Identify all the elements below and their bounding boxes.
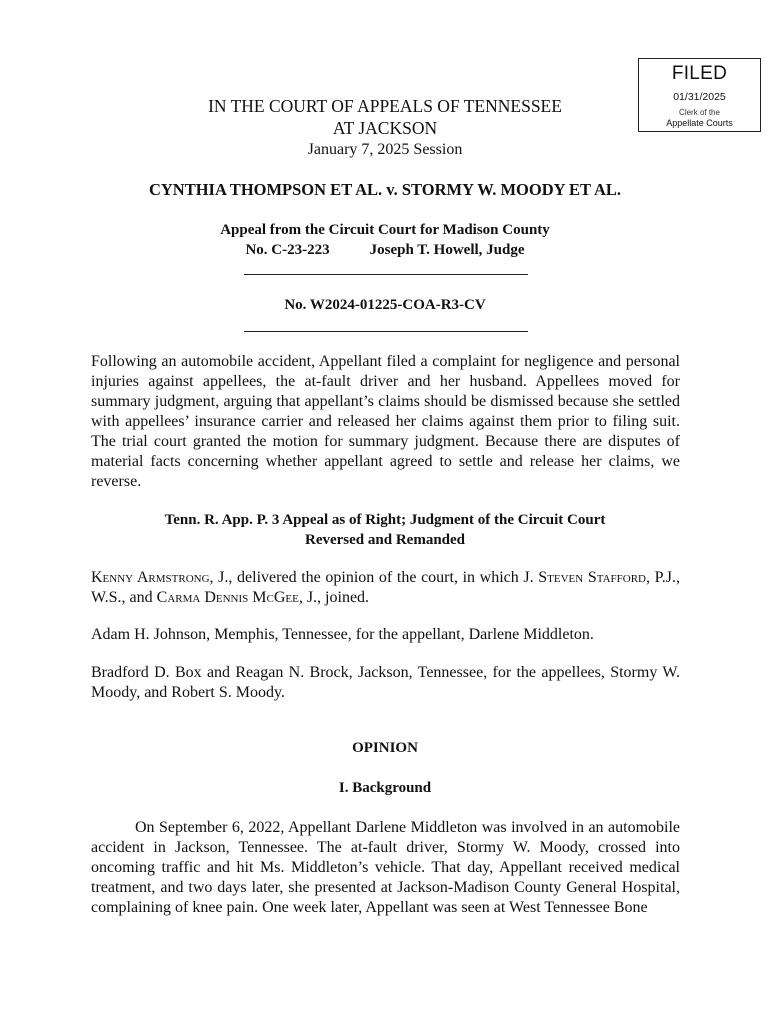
case-caption: CYNTHIA THOMPSON ET AL. v. STORMY W. MOODY ET AL. — [148, 180, 622, 199]
session-date: January 7, 2025 Session — [307, 141, 463, 158]
filed-date: 01/31/2025 — [673, 91, 726, 103]
author-text1: , J., delivered the opinion of the court, in which J. — [209, 569, 539, 586]
holding-line2: Reversed and Remanded — [305, 532, 465, 548]
author-text3: , J., joined. — [298, 589, 370, 606]
docket-number: No. W2024-01225-COA-R3-CV — [284, 297, 486, 313]
author-name: Kenny Armstrong — [91, 569, 210, 586]
appeal-info — [0, 220, 770, 260]
section-heading: I. Background — [338, 780, 432, 796]
appeal-from: Appeal from the Circuit Court for Madison County — [220, 222, 550, 238]
trial-number: No. C-23-223 — [245, 242, 330, 258]
counsel-appellant: Adam H. Johnson, Memphis, Tennessee, for the appellant, Darlene Middleton. — [91, 626, 594, 643]
judge-mcgee: Carma Dennis McGee — [156, 589, 299, 606]
holding — [0, 510, 770, 550]
trial-judge: Joseph T. Howell, Judge — [369, 242, 525, 258]
court-heading — [0, 95, 770, 139]
appellate-courts-label: Appellate Courts — [666, 118, 733, 128]
filed-label: FILED — [671, 63, 728, 84]
trial-info — [0, 240, 770, 260]
holding-line1: Tenn. R. App. P. 3 Appeal as of Right; Judgment of the Circuit Court — [164, 512, 606, 528]
clerk-label: Clerk of the — [679, 108, 720, 117]
opinion-author-line — [91, 568, 680, 608]
counsel-appellees: Bradford D. Box and Reagan N. Brock, Jackson, Tennessee, for the appellees, Stormy W. Moody, and Robert S. Moody. — [91, 664, 680, 701]
divider-bottom — [244, 331, 528, 332]
body-paragraph: On September 6, 2022, Appellant Darlene Middleton was involved in an automobile accident in Jackson, Tennessee. The at-fault driver, Stormy W. Moody, crossed into oncoming traffic and hit Ms. Middleton’s vehicle. That day, Appellant received medical treatment, and two days later, she presented at Jackson-Madison County General Hospital, complaining of knee pain. One week later, Appellant was seen at West Tennessee Bone — [91, 819, 680, 916]
court-location: AT JACKSON — [332, 118, 438, 138]
opinion-heading: OPINION — [352, 740, 418, 756]
case-summary: Following an automobile accident, Appellant filed a complaint for negligence and personal injuries against appellees, the at-fault driver and her husband. Appellees moved for summary judgment, arguing that appellant’s claims should be dismissed because she settled with appellees’ insurance carrier and released her claims against them prior to filing suit. The trial court granted the motion for summary judgment. Because there are disputes of material facts concerning whether appellant agreed to settle and release her claims, we reverse. — [91, 353, 680, 490]
judge-stafford: Steven Stafford — [538, 569, 647, 586]
divider-top — [244, 274, 528, 275]
author-text2: , P.J., W.S., and — [91, 569, 681, 606]
court-name: IN THE COURT OF APPEALS OF TENNESSEE — [208, 96, 562, 116]
